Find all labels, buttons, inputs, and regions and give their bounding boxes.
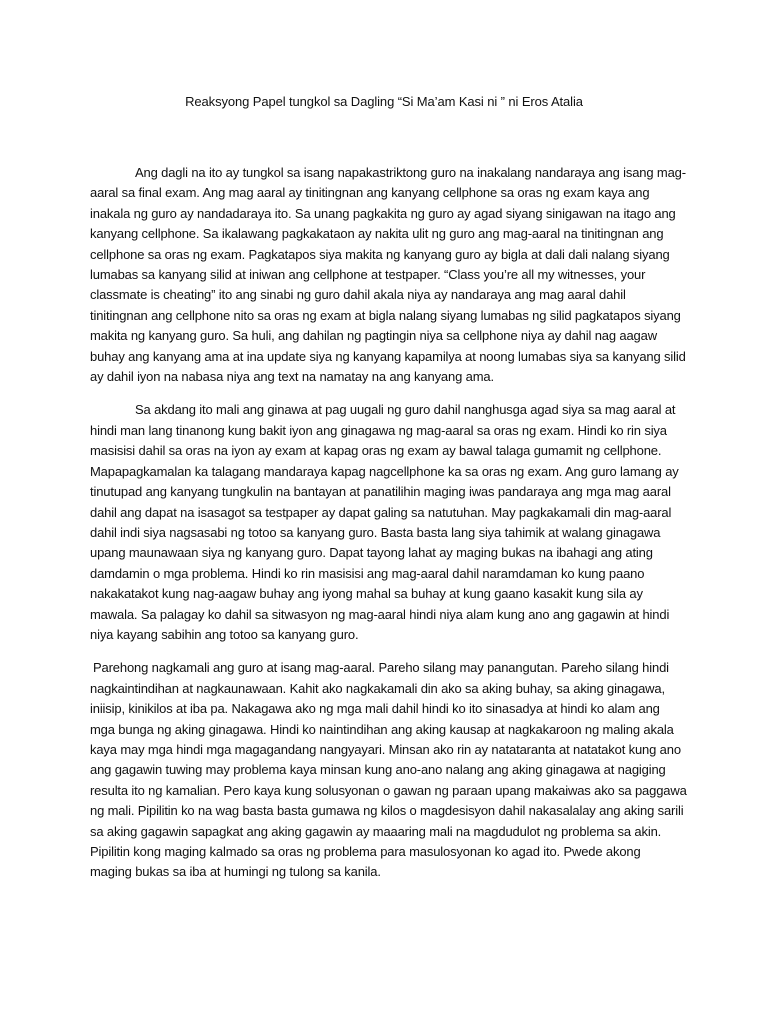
- document-body: [90, 163, 687, 896]
- paragraph-line: lumabas sa kanyang silid at iniwan ang cellphone at testpaper. “Class you’re all my witnesses, your: [90, 267, 646, 283]
- paragraph-line: Sa akdang ito mali ang ginawa at pag uugali ng guro dahil nanghusga agad siya sa mag aaral at: [135, 402, 676, 418]
- paragraph-line: tinutupad ang kanyang tungkulin na bantayan at panatilihin maging iwas pandaraya ang mga mag aaral: [90, 484, 671, 500]
- paragraph-line: iniisip, kinikilos at iba pa. Nakagawa ako ng mga mali dahil hindi ko ito sinasadya at hindi ko alam ang: [90, 701, 660, 717]
- paragraph-line: inakala ng guro ay nandadaraya ito. Sa unang pagkakita ng guro ay agad siyang sinigawan na itago ang: [90, 205, 676, 221]
- paragraph-line: Mapapagkamalan ka talagang mandaraya kapag nagcellphone ka sa oras ng exam. Ang guro lamang ay: [90, 463, 679, 479]
- paragraph-line: cellphone sa oras ng exam. Pagkatapos siya makita ng kanyang guro ay bigla at dali dali nalang siyang: [90, 246, 670, 262]
- paragraph-line: Parehong nagkamali ang guro at isang mag-aaral. Pareho silang may panangutan. Pareho silang hindi: [93, 660, 669, 676]
- paragraph-line: dahil indi siya nagsasabi ng totoo sa kanyang guro. Basta basta lang siya tahimik at walang ginagawa: [90, 524, 661, 540]
- paragraph-3: [90, 658, 687, 882]
- paragraph-line: Pipilitin kong maging kalmado sa oras ng problema para masulosyonan ko agad ito. Pwede akong: [90, 844, 641, 859]
- paragraph-line: hindi man lang tinanong kung bakit iyon ang ginagawa ng mag-aaral sa oras ng exam. Hindi ko rin siya: [90, 422, 667, 438]
- paragraph-line: damdamin o mga problema. Hindi ko rin masisisi ang mag-aaral dahil naramdaman ko kung paano: [90, 565, 645, 581]
- paragraph-2: [90, 400, 678, 645]
- paragraph-line: maging bukas sa iba at humingi ng tulong sa kanila.: [90, 864, 381, 880]
- paragraph-line: kaya may mga hindi mga magagandang nangyayari. Minsan ako rin ay natataranta at natatakot kung ano: [90, 741, 681, 757]
- paragraph-line: tinitingnan ang cellphone nito sa oras ng exam at bigla nalang siyang lumabas ng silid pagkatapos siyang: [90, 307, 681, 323]
- paragraph-line: masisisi dahil sa oras na iyon ay exam at kapag oras ng exam ay bawal talaga gumamit ng cellphone.: [90, 443, 662, 459]
- paragraph-line: kanyang cellphone. Sa ikalawang pagkakataon ay nakita ulit ng guro ang mag-aaral na tinitingnan ang: [90, 226, 664, 242]
- paragraph-line: sa aking gagawin sapagkat ang aking gagawin ay maaaring mali na magdudulot ng problema sa akin.: [90, 823, 662, 839]
- paragraph-line: ang gagawin tuwing may problema kaya minsan kung ano-ano nalang ang aking ginagawa at nagiging: [90, 762, 666, 778]
- paragraph-line: resulta ito ng kamalian. Pero kaya kung solusyonan o gawan ng paraan upang makaiwas ako sa paggawa: [90, 782, 687, 798]
- paragraph-line: aaral sa final exam. Ang mag aaral ay tinitingnan ang kanyang cellphone sa oras ng exam kaya ang: [90, 185, 650, 201]
- paragraph-line: ay dahil iyon na nabasa niya ang text na namatay na ang kanyang ama.: [90, 369, 494, 385]
- paragraph-line: makita ng kanyang guro. Sa huli, ang dahilan ng pagtingin niya sa cellphone niya ay dahil nag aagaw: [90, 328, 657, 344]
- paragraph-line: buhay ang kanyang ama at ina update siya ng kanyang kapamilya at noong lumabas siya sa kanyang silid: [90, 348, 686, 364]
- paragraph-line: nakakatakot kung nag-aagaw buhay ang iyong mahal sa buhay at kung gaano kasakit kung sila ay: [90, 586, 643, 602]
- paragraph-line: upang maunawaan siya ng kanyang guro. Dapat tayong lahat ay maging bukas na ibahagi ang ating: [90, 545, 653, 561]
- document-title: Reaksyong Papel tungkol sa Dagling “Si Ma’am Kasi ni ” ni Eros Atalia: [185, 94, 583, 109]
- paragraph-line: Ang dagli na ito ay tungkol sa isang napakastriktong guro na inakalang nandaraya ang isang mag-: [135, 165, 686, 180]
- paragraph-line: dahil ang dapat na isasagot sa testpaper ay dapat galing sa natutuhan. May pagkakamali din mag-aaral: [90, 504, 672, 520]
- paragraph-line: ng mali. Pipilitin ko na wag basta basta gumawa ng kilos o magdesisyon dahil nakasalalay ang aking sarili: [90, 803, 684, 819]
- paragraph-line: niya kayang sabihin ang totoo sa kanyang guro.: [90, 626, 359, 642]
- paragraph-line: mga bunga ng aking ginagawa. Hindi ko naintindihan ang aking kausap at nagkakaroon ng maling akala: [90, 721, 674, 737]
- paragraph-1: [90, 163, 686, 387]
- paragraph-line: classmate is cheating” ito ang sinabi ng guro dahil akala niya ay nandaraya ang mag aaral dahil: [90, 287, 626, 303]
- paragraph-line: nagkaintindihan at nagkaunawaan. Kahit ako nagkakamali din ako sa aking buhay, sa aking ginagawa,: [90, 680, 665, 696]
- paragraph-line: mawala. Sa palagay ko dahil sa sitwasyon ng mag-aaral hindi niya alam kung ano ang gagawin at hindi: [90, 606, 670, 622]
